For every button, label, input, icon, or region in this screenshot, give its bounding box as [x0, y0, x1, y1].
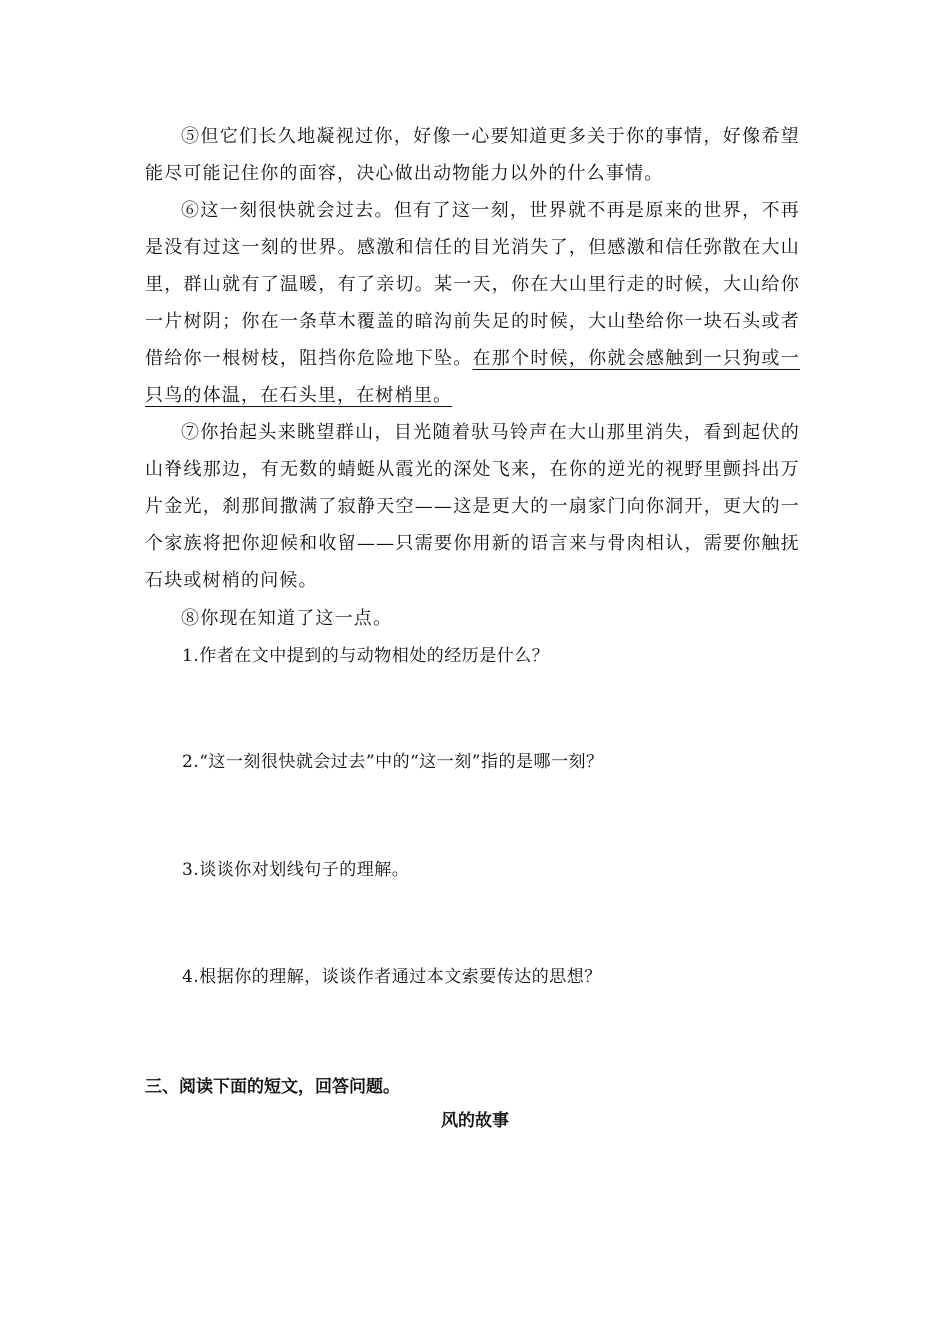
question-2: 2.“这一刻很快就会过去”中的“这一刻”指的是哪一刻？ [182, 752, 604, 772]
paragraph-8: ⑧你现在知道了这一点。 [181, 608, 393, 629]
section-heading: 三、阅读下面的短文，回答问题。 [145, 1077, 400, 1097]
paragraph-7: ⑦你抬起头来眺望群山，目光随着驮马铃声在大山那里消失，看到起伏的山脊线那边，有无数的蜻蜓从霞光的深处飞来，在你的逆光的视野里颤抖出万片金光，刹那间撒满了寂静天空——这是更大的一扇家门向你洞开，更大的一个家族将把你迎候和收留——只需要你用新的语言来与骨肉相认，需要你触抚石块或树梢的问候。 [145, 422, 800, 591]
paragraph-6-text: ⑥这一刻很快就会过去。但有了这一刻，世界就不再是原来的世界，不再是没有过这一刻的世界。感激和信任的目光消失了，但感激和信任弥散在大山里，群山就有了温暖，有了亲切。某一天，你在大山里行走的时候，大山给你一片树阴；你在一条草木覆盖的暗沟前失足的时候，大山垫给你一块石头或者借给你一根树枝，阻挡你危险地下坠。 [145, 200, 800, 369]
underlined-sentence: 在那个时候，你就会感触到一只狗或一只鸟的体温，在石头里，在树梢里。 [145, 348, 800, 406]
paragraph-6 [145, 192, 800, 414]
question-1: 1.作者在文中提到的与动物相处的经历是什么？ [182, 646, 550, 666]
paragraph-5: ⑤但它们长久地凝视过你，好像一心要知道更多关于你的事情，好像希望能尽可能记住你的面容，决心做出动物能力以外的什么事情。 [145, 126, 800, 184]
question-3: 3.谈谈你对划线句子的理解。 [182, 860, 410, 880]
question-4: 4.根据你的理解，谈谈作者通过本文索要传达的思想？ [182, 967, 602, 987]
story-title: 风的故事 [441, 1111, 509, 1131]
